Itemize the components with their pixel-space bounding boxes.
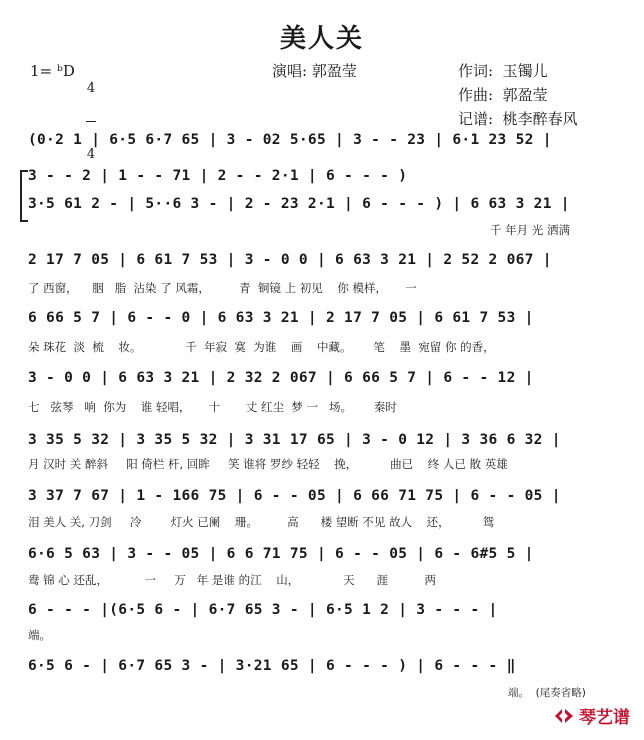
lyric-line-4: 七 弦琴 响 你为 谁 轻唱， 十 丈 红尘 梦 一 场。 秦时 (28, 400, 397, 414)
lyricist-credit: 作词: 玉镯儿 (458, 62, 548, 80)
time-signature-line (86, 121, 96, 122)
notation-line-5: 6 66 5 7 | 6 - - 0 | 6 63 3 21 | 2 17 7 05 | 6 61 7 53 | (28, 310, 534, 326)
notation-line-6: 3 - 0 0 | 6 63 3 21 | 2 32 2 067 | 6 66 5 7 | 6 - - 12 | (28, 370, 534, 386)
time-signature-bottom: 4 (86, 147, 96, 162)
logo-text: 琴艺谱 (579, 708, 630, 728)
notation-line-2: 3 - - 2 | 1 - - 71 | 2 - - 2·1 | 6 - - - ) (28, 168, 408, 184)
notation-line-1: (0·2 1 | 6·5 6·7 65 | 3 - 02 5·65 | 3 - - 23 | 6·1 23 52 | (28, 132, 552, 148)
notation-line-4: 2 17 7 05 | 6 61 7 53 | 3 - 0 0 | 6 63 3 21 | 2 52 2 067 | (28, 252, 552, 268)
transcriber-credit: 记谱: 桃李醉春风 (458, 110, 578, 128)
lyric-line-6: 泪 美人 关, 刀剑 冷 灯火 已阑 珊。 高 楼 望断 不见 故人 还， 鸳 (28, 515, 495, 529)
repeat-bracket (20, 170, 28, 222)
composer-credit: 作曲: 郭盈莹 (458, 86, 548, 104)
time-signature-top: 4 (86, 81, 96, 96)
notation-line-10: 6 - - - |(6·5 6 - | 6·7 65 3 - | 6·5 1 2 | 3 - - - | (28, 602, 498, 618)
lyric-line-3: 朵 珠花 淡 梳 妆。 千 年寂 寞 为谁 画 中藏。 笔 墨 宛留 你 的香， (28, 340, 495, 354)
notation-line-7: 3 35 5 32 | 3 35 5 32 | 3 31 17 65 | 3 - 0 12 | 3 36 6 32 | (28, 432, 561, 448)
lyric-line-2: 了 西窗， 胭 脂 沾染 了 风霜， 青 铜镜 上 初见 你 模样， 一 (28, 281, 417, 295)
lyric-line-9: 端。 (尾奏省略) (508, 687, 586, 699)
key-signature: 1= ᵇD (30, 62, 75, 80)
singer-credit: 演唱: 郭盈莹 (272, 62, 357, 80)
time-signature (86, 56, 96, 174)
lyric-line-5: 月 汉时 关 醉斜 阳 倚栏 杆, 回眸 笑 谁将 罗纱 轻轻 挽， 曲已 终 人已 散 英雄 (28, 457, 508, 471)
site-logo (553, 703, 630, 728)
notation-line-9: 6·6 5 63 | 3 - - 05 | 6 6 71 75 | 6 - - 05 | 6 - 6#5 5 | (28, 546, 534, 562)
notation-line-11: 6·5 6 - | 6·7 65 3 - | 3·21 65 | 6 - - - ) | 6 - - - ‖ (28, 658, 516, 674)
song-title: 美人关 (279, 24, 364, 54)
notation-line-8: 3 37 7 67 | 1 - 166 75 | 6 - - 05 | 6 66 71 75 | 6 - - 05 | (28, 488, 561, 504)
logo-mark-icon (553, 707, 575, 725)
notation-line-3: 3·5 61 2 - | 5··6 3 - | 2 - 23 2·1 | 6 - - - ) | 6 63 3 21 | (28, 196, 570, 212)
lyric-line-8: 端。 (28, 628, 51, 642)
lyric-line-7: 鸯 锦 心 还乱， 一 万 年 是谁 的江 山， 天 涯 两 (28, 573, 437, 587)
lyric-line-1: 千 年月 光 洒满 (490, 223, 570, 237)
